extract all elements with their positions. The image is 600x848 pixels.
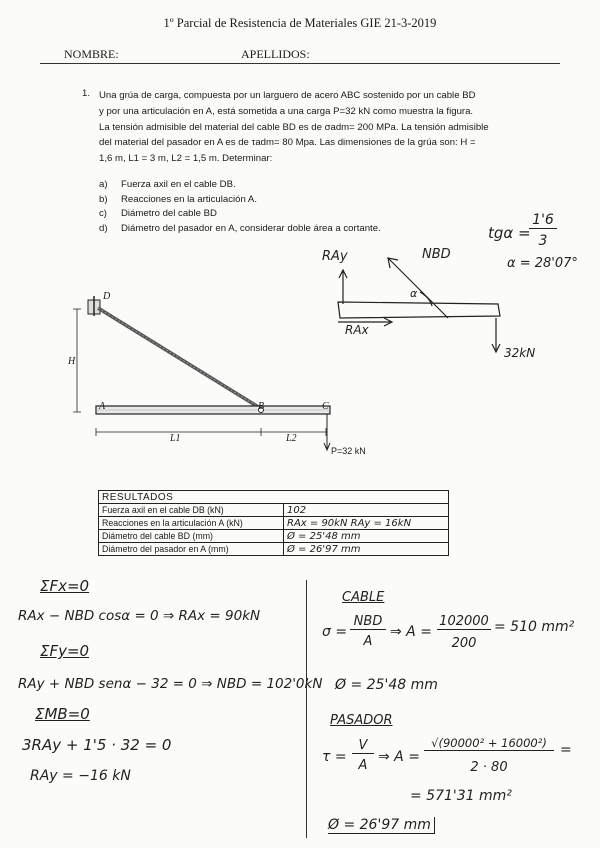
angle-eq-num: 1'6 (529, 212, 557, 229)
task-item: c) Diámetro del cable BD (99, 208, 217, 219)
pin-eq-equals: = (560, 742, 572, 758)
label-l2: L2 (286, 433, 297, 444)
nombre-label: NOMBRE: (64, 47, 119, 61)
ray-label: RAy (322, 249, 348, 264)
cable-eq-num: NBD (350, 614, 386, 630)
angle-eq-den: 3 (538, 233, 548, 249)
table-row (99, 517, 449, 530)
cable-eq-den2: 200 (451, 636, 477, 651)
problem-line: La tensión admisible del material del cable BD es de σadm= 200 MPa. La tensión admisible (99, 121, 489, 133)
label-d: D (103, 291, 111, 302)
pin-eq-lhs: τ = (322, 749, 347, 765)
table-row (99, 543, 449, 556)
pin-eq-den2: 2 · 80 (470, 760, 508, 775)
alpha-label: α (410, 287, 418, 300)
result-label: Fuerza axil en el cable DB (kN) (99, 504, 284, 517)
result-label: Reacciones en la articulación A (kN) (99, 517, 284, 530)
cable-title: CABLE (342, 590, 385, 605)
eq3: 3RAy + 1'5 · 32 = 0 (22, 736, 172, 754)
eq2-title: ΣFy=0 (40, 642, 90, 660)
cable-eq-lhs: σ = (322, 624, 348, 640)
result-label: Diámetro del cable BD (mm) (99, 530, 284, 543)
label-c: C (322, 401, 329, 412)
pin-title: PASADOR (330, 713, 393, 728)
pin-eq-num2: √(90000² + 16000²) (424, 736, 554, 751)
result-label: Diámetro del pasador en A (mm) (99, 543, 284, 556)
table-row (99, 530, 449, 543)
results-table (98, 490, 449, 556)
result-value: RAx = 90kN RAy = 16kN (284, 517, 449, 530)
task-item: b) Reacciones en la articulación A. (99, 193, 257, 205)
results-heading: RESULTADOS (99, 491, 449, 504)
eq1-title: ΣFx=0 (40, 577, 90, 595)
problem-line: del material del pasador en A es de τadm= 80 Mpa. Las dimensiones de la grúa son: H = (99, 137, 476, 149)
pin-eq-den: A (358, 758, 368, 773)
load-label: 32kN (504, 346, 536, 360)
eq2: RAy + NBD senα − 32 = 0 ⇒ NBD = 102'0kN (18, 676, 323, 692)
alpha-value: α = 28'07° (507, 256, 578, 271)
result-value: Ø = 26'97 mm (284, 543, 449, 556)
cable-eq-mid: ⇒ A = (390, 624, 432, 640)
task-item: a) Fuerza axil en el cable DB. (99, 179, 236, 190)
problem-number: 1. (82, 88, 91, 99)
table-row (99, 504, 449, 517)
result-value: 102 (284, 504, 449, 517)
load-p-label: P=32 kN (331, 446, 366, 456)
pin-eq-mid: ⇒ A = (378, 749, 420, 765)
cable-eq-result: = 510 mm² (494, 619, 575, 635)
cable-eq-den: A (363, 634, 373, 649)
angle-eq-lhs: tgα = (488, 224, 531, 242)
label-l1: L1 (170, 433, 181, 444)
problem-line: y por una articulación en A, está sometida a una carga P=32 kN como muestra la figura. (99, 105, 474, 117)
task-item: d) Diámetro del pasador en A, considerar doble área a cortante. (99, 222, 381, 234)
label-h: H (68, 356, 76, 367)
cable-result: Ø = 25'48 mm (335, 677, 438, 693)
eq3-title: ΣMB=0 (35, 705, 90, 723)
problem-line: Una grúa de carga, compuesta por un larguero de acero ABC sostenido por un cable BD (99, 90, 476, 101)
page-title: 1º Parcial de Resistencia de Materiales GIE 21-3-2019 (163, 16, 437, 30)
apellidos-label: APELLIDOS: (241, 47, 310, 61)
problem-line: 1,6 m, L1 = 3 m, L2 = 1,5 m. Determinar: (99, 153, 273, 165)
work-divider (306, 580, 307, 838)
pin-area: = 571'31 mm² (410, 788, 512, 804)
table-row (99, 491, 449, 504)
pin-result: Ø = 26'97 mm (328, 817, 435, 834)
rax-label: RAx (345, 323, 369, 337)
pin-eq-num: V (352, 738, 374, 754)
eq3-result: RAy = −16 kN (30, 768, 131, 784)
result-value: Ø = 25'48 mm (284, 530, 449, 543)
eq1: RAx − NBD cosα = 0 ⇒ RAx = 90kN (18, 608, 261, 624)
label-b: B (258, 401, 265, 412)
nbd-label: NBD (422, 247, 451, 262)
cable-eq-num2: 102000 (437, 614, 491, 630)
label-a: A (99, 401, 106, 412)
